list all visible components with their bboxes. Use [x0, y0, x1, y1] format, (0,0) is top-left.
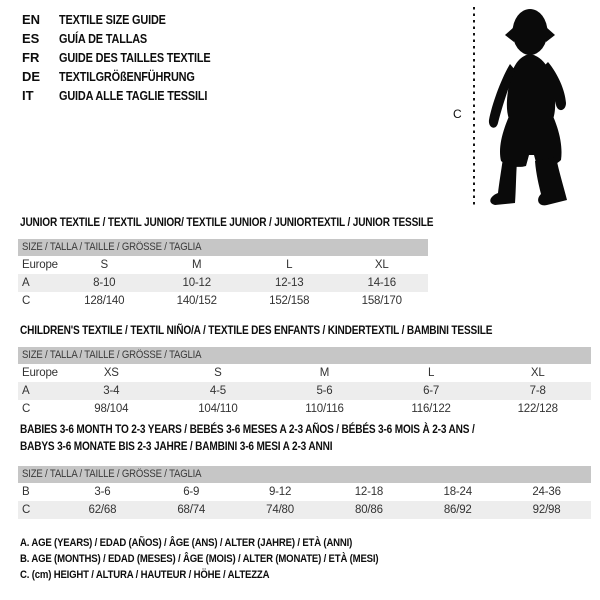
language-code: FR: [22, 50, 40, 65]
language-title: TEXTILGRÖßENFÜHRUNG: [59, 69, 195, 84]
size-cell: 110/116: [305, 403, 344, 415]
size-cell: 104/110: [198, 403, 238, 415]
size-cell: 152/158: [269, 295, 310, 307]
children-size-table: [18, 347, 591, 418]
table-row: [18, 292, 428, 310]
language-row-de: [22, 67, 239, 86]
language-row-es: [22, 29, 239, 48]
legend-line-c: C. (cm) HEIGHT / ALTURA / HAUTEUR / HÖHE / ALTEZZA: [20, 569, 270, 581]
size-cell: XL: [530, 367, 545, 379]
language-code: DE: [22, 69, 41, 84]
children-table: [18, 364, 591, 418]
size-header-bar: SIZE / TALLA / TAILLE / GRÖSSE / TAGLIA: [18, 239, 428, 256]
size-cell: 12-13: [275, 277, 304, 289]
size-cell: 10-12: [182, 277, 211, 289]
size-cell: XL: [374, 259, 389, 271]
language-row-it: [22, 86, 239, 105]
size-header-bar: SIZE / TALLA / TAILLE / GRÖSSE / TAGLIA: [18, 347, 591, 364]
size-cell: 9-12: [268, 486, 292, 498]
size-cell: 18-24: [443, 486, 472, 498]
size-cell: 128/140: [84, 295, 125, 307]
language-code: ES: [22, 31, 40, 46]
language-code: EN: [22, 12, 41, 27]
size-cell: 98/104: [94, 403, 129, 415]
table-row: [18, 274, 428, 292]
row-label: A: [22, 277, 30, 289]
legend-line-b: B. AGE (MONTHS) / EDAD (MESES) / ÂGE (MOIS) / ALTER (MONATE) / ETÀ (MESI): [20, 553, 379, 565]
size-cell: 24-36: [532, 486, 561, 498]
size-cell: 68/74: [177, 504, 206, 516]
row-label: C: [22, 403, 31, 415]
size-cell: 74/80: [266, 504, 294, 516]
legend: [20, 535, 432, 583]
size-cell: M: [319, 367, 330, 379]
language-title: GUÍA DE TALLAS: [59, 31, 148, 46]
size-cell: 3-4: [103, 385, 120, 397]
size-cell: 62/68: [88, 504, 117, 516]
size-cell: 116/122: [411, 403, 451, 415]
language-row-fr: [22, 48, 239, 67]
row-label: C: [22, 295, 31, 307]
language-row-en: [22, 10, 239, 29]
size-cell: 140/152: [176, 295, 217, 307]
size-cell: 4-5: [209, 385, 226, 397]
table-row: [18, 382, 591, 400]
size-cell: 80/86: [355, 504, 383, 516]
language-title: GUIDA ALLE TAGLIE TESSILI: [59, 88, 208, 103]
babies-size-table: [18, 466, 591, 519]
language-list: [22, 10, 239, 105]
baby-silhouette-icon: [482, 4, 576, 209]
table-row: [18, 400, 591, 418]
table-row: [18, 256, 428, 274]
size-cell: XS: [103, 367, 119, 379]
size-cell: 14-16: [367, 277, 396, 289]
size-cell: 122/128: [517, 403, 558, 415]
size-cell: L: [286, 259, 293, 271]
size-cell: 158/170: [361, 295, 402, 307]
size-cell: M: [192, 259, 202, 271]
language-title: TEXTILE SIZE GUIDE: [59, 12, 166, 27]
row-label: A: [22, 385, 30, 397]
junior-size-table: [18, 239, 428, 310]
babies-table-title-line1: BABIES 3-6 MONTH TO 2-3 YEARS / BEBÉS 3-6 MESES A 2-3 AÑOS / BÉBÉS 3-6 MOIS À 2-3 ANS /: [20, 422, 475, 436]
row-label: C: [22, 504, 31, 516]
children-table-title: CHILDREN'S TEXTILE / TEXTIL NIÑO/A / TEXTILE DES ENFANTS / KINDERTEXTIL / BAMBINI TESSILE: [20, 323, 493, 337]
table-row: [18, 364, 591, 382]
size-cell: 8-10: [93, 277, 116, 289]
size-header-bar: SIZE / TALLA / TAILLE / GRÖSSE / TAGLIA: [18, 466, 591, 483]
language-code: IT: [22, 88, 34, 103]
size-cell: 12-18: [354, 486, 384, 498]
size-cell: L: [427, 367, 435, 379]
babies-table-title-line2: BABYS 3-6 MONATE BIS 2-3 JAHRE / BAMBINI 3-6 MESI A 2-3 ANNI: [20, 439, 333, 453]
size-cell: 5-6: [316, 385, 333, 397]
junior-table-title: JUNIOR TEXTILE / TEXTIL JUNIOR/ TEXTILE JUNIOR / JUNIORTEXTIL / JUNIOR TESSILE: [20, 215, 434, 229]
babies-table: [18, 483, 591, 519]
row-label: Europe: [22, 367, 58, 379]
size-cell: 7-8: [529, 385, 546, 397]
row-label: Europe: [22, 259, 58, 271]
size-cell: S: [100, 259, 108, 271]
size-cell: 6-9: [183, 486, 200, 498]
language-title: GUIDE DES TAILLES TEXTILE: [59, 50, 211, 65]
height-marker-label: C: [453, 107, 462, 121]
size-cell: 92/98: [532, 504, 561, 516]
table-row: [18, 483, 591, 501]
row-label: B: [22, 486, 30, 498]
legend-line-a: A. AGE (YEARS) / EDAD (AÑOS) / ÂGE (ANS) / ALTER (JAHRE) / ETÀ (ANNI): [20, 537, 353, 549]
junior-table: [18, 256, 428, 310]
size-cell: 3-6: [94, 486, 111, 498]
height-marker-line: [473, 7, 475, 208]
size-cell: 86/92: [443, 504, 472, 516]
size-cell: 6-7: [423, 385, 440, 397]
size-cell: S: [214, 367, 222, 379]
table-row: [18, 501, 591, 519]
